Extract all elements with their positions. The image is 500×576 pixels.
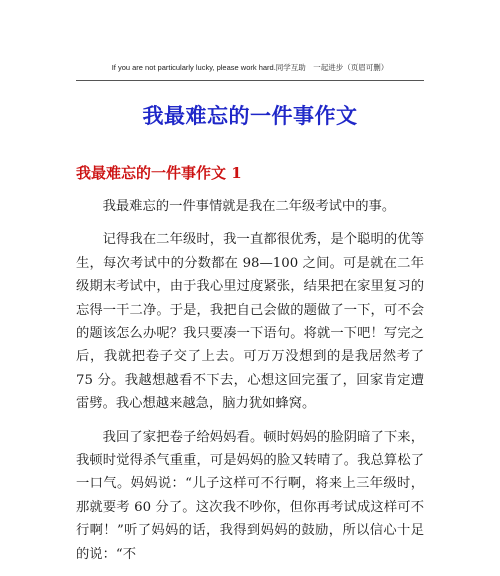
document-title: 我最难忘的一件事作文 xyxy=(142,103,358,128)
section-heading: 我最难忘的一件事作文 1 xyxy=(76,164,242,182)
paragraph: 我回了家把卷子给妈妈看。顿时妈妈的脸阴暗了下来，我顿时觉得杀气重重，可是妈妈的脸又转晴了。我总算松了一口气。妈妈说：“儿子这样可不行啊，将来上三年级时，那就要考 60 分了。这次我不吵你，但你再考试成这样可不行啊！”听了妈妈的话，我得到妈妈的鼓励，所以信心十足的说：“不 xyxy=(76,429,424,562)
document-body xyxy=(76,195,424,576)
paragraph: 记得我在二年级时，我一直都很优秀，是个聪明的优等生，每次考试中的分数都在 98—100 之间。可是就在二年级期末考试中，由于我心里过度紧张，结果把在家里复习的忘得一干二净。于是，我把自己会做的题做了一下，可不会的题该怎么办呢？我只要凑一下语句。将就一下吧！写完之后，我就把卷子交了上去。可万万没想到的是我居然考了 75 分。我越想越看不下去，心想这回完蛋了，回家肯定遭雷劈。我心想越来越急，脑力犹如蜂窝。 xyxy=(76,232,424,412)
header-divider xyxy=(76,80,424,81)
paragraph: 我最难忘的一件事情就是我在二年级考试中的事。 xyxy=(102,199,396,214)
page-header: If you are not particularly lucky, please work hard.同学互助 一起进步（页眉可删） xyxy=(111,63,389,72)
